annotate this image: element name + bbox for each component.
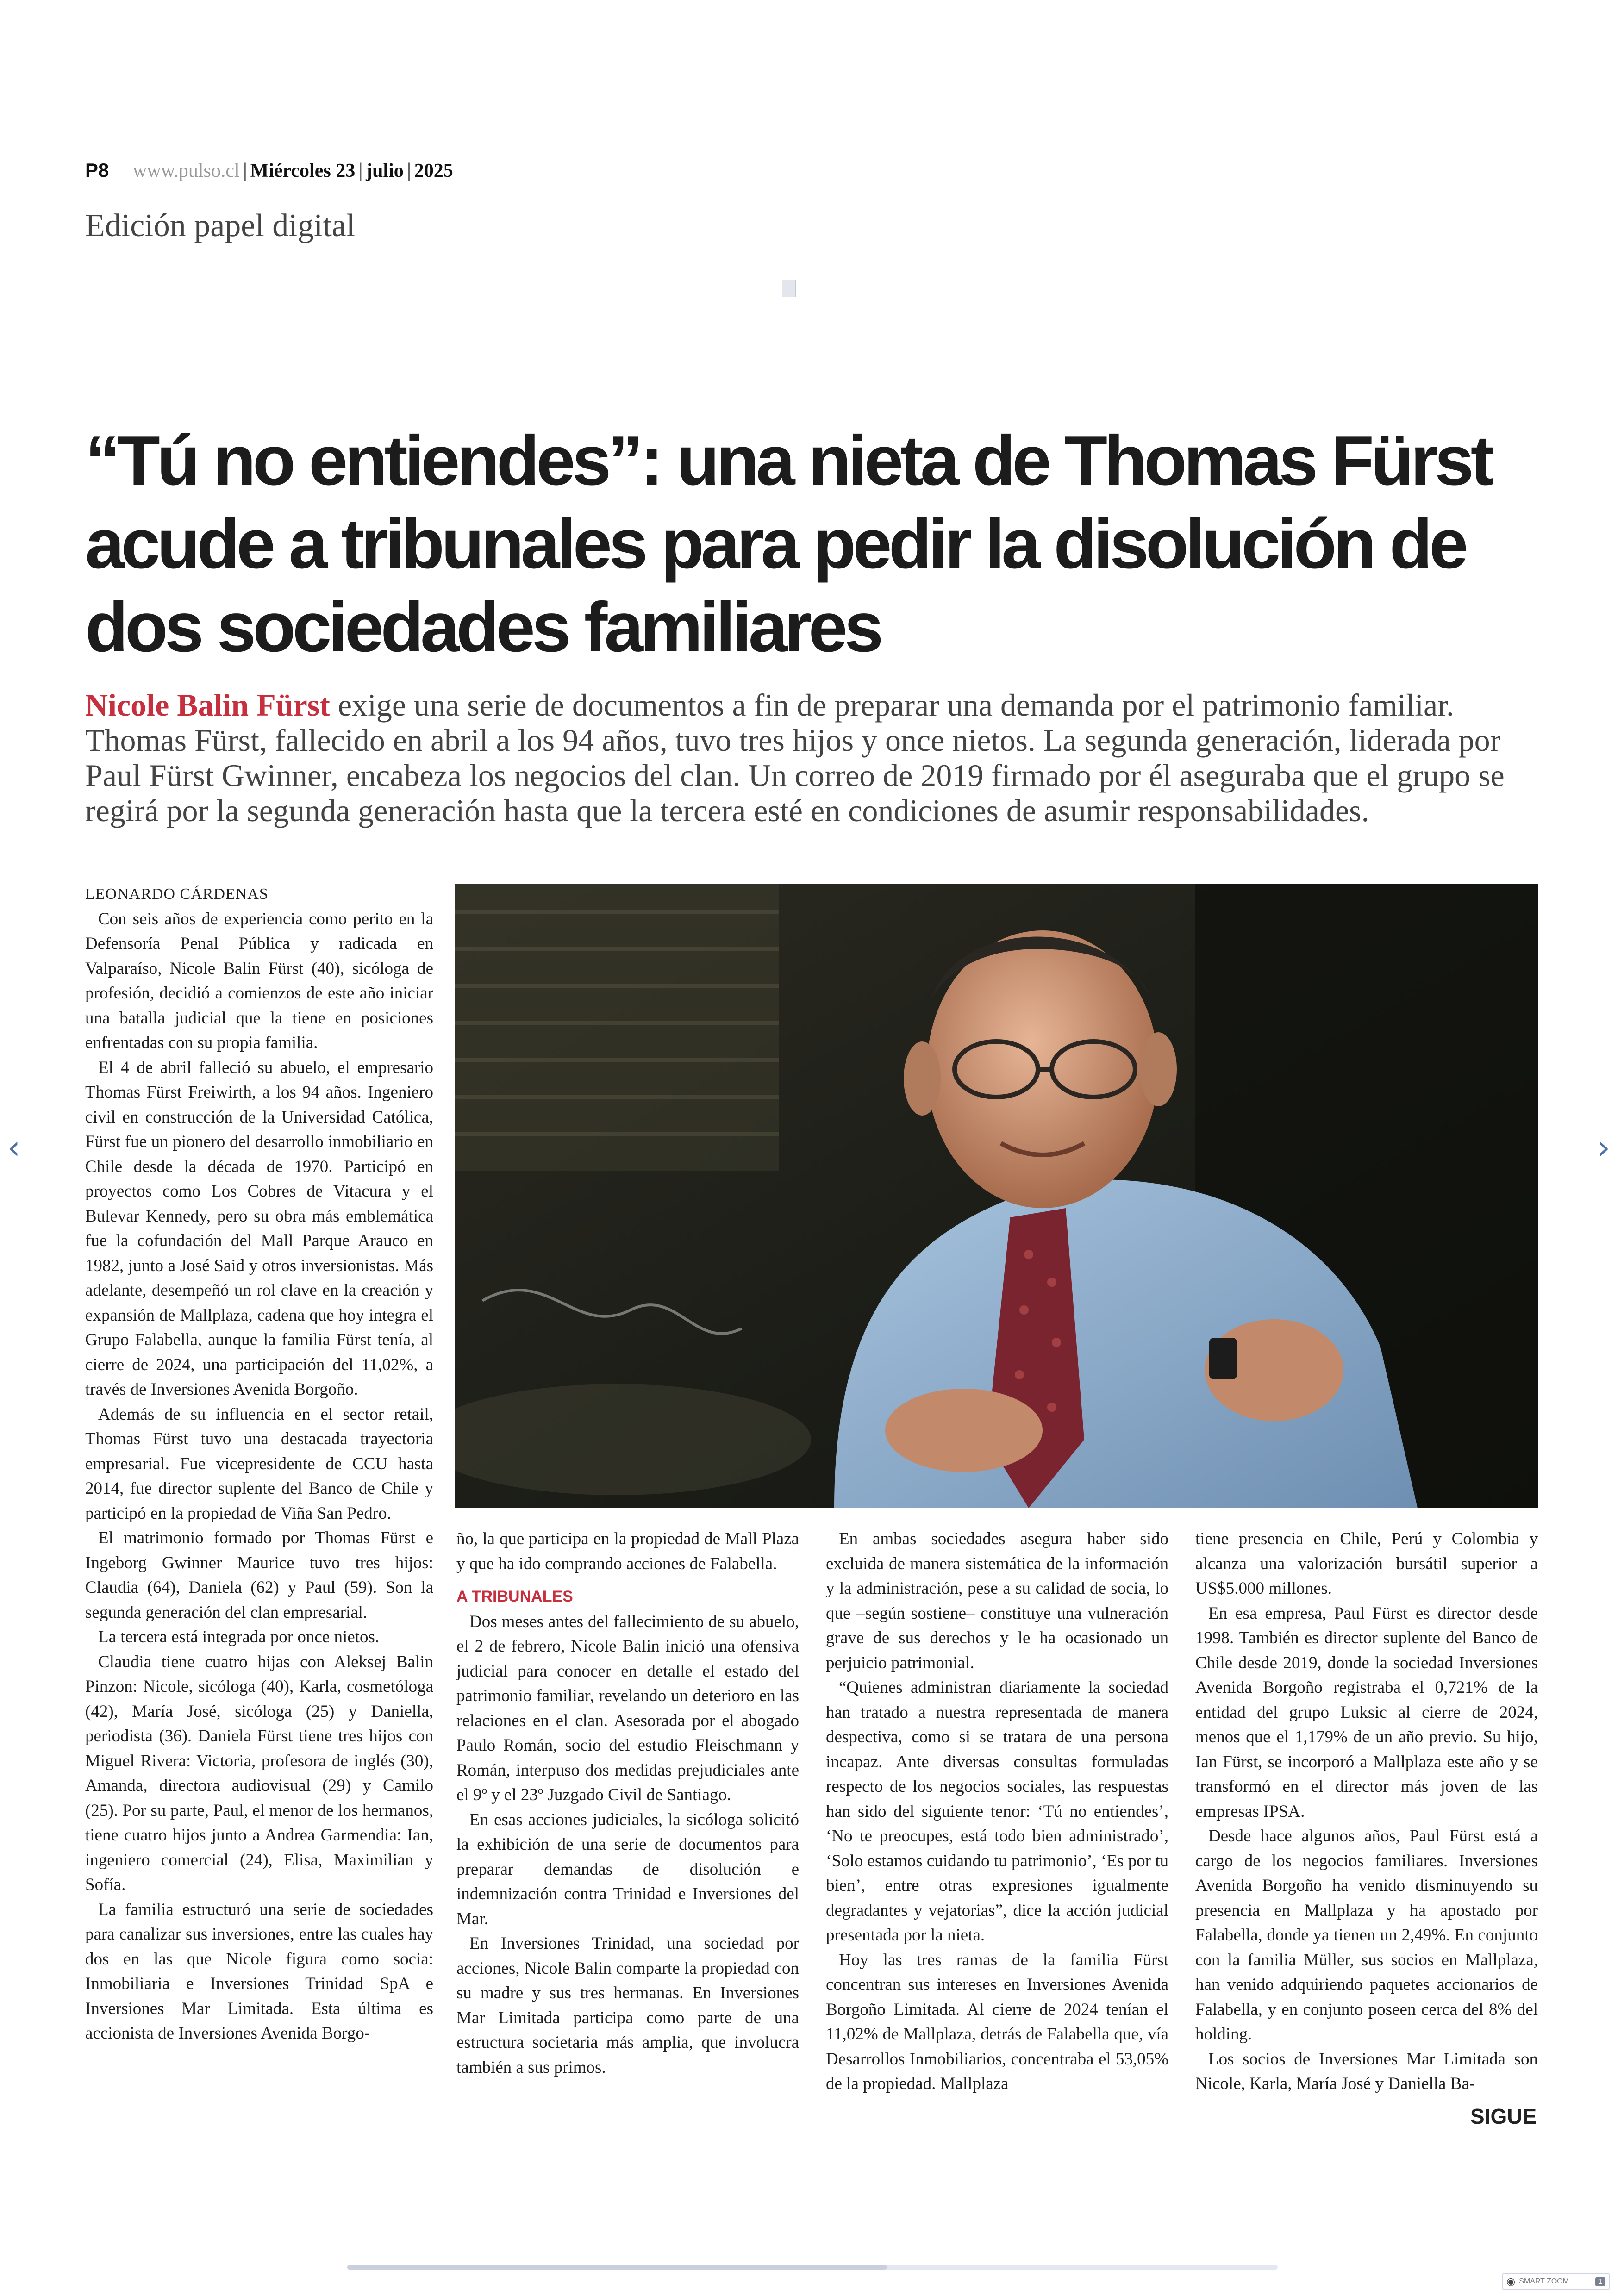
site-url: www.pulso.cl	[133, 160, 240, 181]
paragraph: “Quienes administran diariamente la sociedad han tratado a nuestra representada de manera despectiva, como si se tratara de una persona incapaz. Ante diversas consultas formuladas respecto de los negocios sociales, las respuestas han sido del siguiente tenor: ‘Tú no entiendes’, ‘No te preocupes, está todo bien administrado’, ‘Solo estamos cuidando tu patrimonio’, ‘Es por tu bien’, entre otras expresiones igualmente degradantes y vejatorias”, dice la acción judicial presentada por la nieta.	[826, 1678, 1168, 1945]
paragraph: En esas acciones judiciales, la sicóloga solicitó la exhibición de una serie de documentos para preparar demandas de disolución e indemnización contra Trinidad e Inversiones del Mar.	[456, 1810, 799, 1928]
paragraph: ño, la que participa en la propiedad de Mall Plaza y que ha ido comprando acciones de Falabella.	[456, 1529, 799, 1573]
page-marker-icon[interactable]	[782, 280, 796, 297]
smart-zoom-button[interactable]	[1502, 2273, 1610, 2290]
issue-month: julio	[366, 160, 404, 181]
smart-zoom-label: SMART ZOOM	[1519, 2277, 1569, 2285]
paragraph: El matrimonio formado por Thomas Fürst e Ingeborg Gwinner Maurice tuvo tres hijos: Claudia (64), Daniela (62) y Paul (59). Son la segunda generación del clan empresarial.	[85, 1528, 433, 1622]
scroll-progress-fill	[347, 2265, 887, 2270]
paragraph: Además de su influencia en el sector retail, Thomas Fürst tuvo una destacada trayectoria empresarial. Fue vicepresidente de CCU hasta 2014, fue director suplente del Banco de Chile y participó en la propiedad de Viña San Pedro.	[85, 1404, 433, 1523]
paragraph: En ambas sociedades asegura haber sido excluida de manera sistemática de la información y la administración, pese a su calidad de socia, lo que –según sostiene– constituye una vulneración grave de sus derechos y le ha ocasionado un perjuicio patrimonial.	[826, 1529, 1168, 1672]
folio-separator: |	[358, 159, 363, 181]
scroll-progress-bar[interactable]	[347, 2265, 1278, 2270]
paragraph: Dos meses antes del fallecimiento de su abuelo, el 2 de febrero, Nicole Balin inició una ofensiva judicial para conocer en detalle el estado del patrimonio familiar, revelando un deterioro en las relaciones en el clan. Asesorada por el abogado Paulo Román, socio del estudio Fleischmann y Román, interpuso dos medidas prejudiciales ante el 9º y el 23º Juzgado Civil de Santiago.	[456, 1612, 799, 1804]
folio-separator: |	[406, 159, 412, 181]
paragraph: Los socios de Inversiones Mar Limitada son Nicole, Karla, María José y Daniella Ba-	[1195, 2049, 1538, 2093]
page-indicator: 1	[1595, 2277, 1605, 2286]
article-column-3	[826, 1527, 1168, 2096]
folio-separator: |	[242, 159, 248, 181]
page-folio	[85, 159, 453, 182]
paragraph: En Inversiones Trinidad, una sociedad por acciones, Nicole Balin comparte la propiedad con su madre y sus tres hermanas. En Inversiones Mar Limitada participa como parte de una estructura societaria más amplia, que involucra también a sus primos.	[456, 1934, 799, 2077]
paragraph: Con seis años de experiencia como perito en la Defensoría Penal Pública y radicada en Valparaíso, Nicole Balin Fürst (40), sicóloga de profesión, decidió a comienzos de este año iniciar una batalla judicial que la tiene en posiciones enfrentadas con su propia familia.	[85, 909, 433, 1052]
paragraph: La tercera está integrada por once nietos.	[98, 1628, 380, 1646]
article-headline: “Tú no entiendes”: una nieta de Thomas Fürst acude a tribunales para pedir la disolución de dos sociedades familiares	[85, 421, 1491, 667]
article-column-4	[1195, 1527, 1538, 2096]
paragraph: Desde hace algunos años, Paul Fürst está a cargo de los negocios familiares. Inversiones Avenida Borgoño ha venido disminuyendo su presencia en Mallplaza y ha apostado por Falabella, donde ya tienen un 2,49%. En conjunto con la familia Müller, sus socios en Mallplaza, han venido adquiriendo paquetes accionarios de Falabella, y en conjunto poseen cerca del 8% del holding.	[1195, 1827, 1538, 2044]
paragraph: Claudia tiene cuatro hijas con Aleksej Balin Pinzon: Nicole, sicóloga (40), Karla, cosmetóloga (42), María José, sicóloga (25) y Daniella, periodista (36). Daniela Fürst tiene tres hijos con Miguel Rivera: Victoria, profesora de inglés (30), Amanda, directora audiovisual (29) y Camilo (25). Por su parte, Paul, el menor de los hermanos, tiene cuatro hijos junto a Andrea Garmendia: Ian, ingeniero comercial (24), Elisa, Maximilian y Sofía.	[85, 1652, 433, 1894]
chevron-left-icon[interactable]: ‹	[7, 1129, 20, 1166]
paragraph: La familia estructuró una serie de sociedades para canalizar sus inversiones, entre las cuales hay dos en las que Nicole figura como socia: Inmobiliaria e Inversiones Trinidad SpA e Inversiones Mar Limitada. Esta última es accionista de Inversiones Avenida Borgo-	[85, 1900, 433, 2043]
byline: LEONARDO CÁRDENAS	[85, 886, 269, 903]
issue-weekday: Miércoles 23	[250, 160, 356, 181]
portrait-illustration	[455, 884, 1538, 1508]
paragraph: En esa empresa, Paul Fürst es director desde 1998. También es director suplente del Banco de Chile desde 2019, donde la sociedad Inversiones Avenida Borgoño registraba el 0,721% de la entidad del grupo Luksic al cierre de 2024, menos que el 1,179% de un año previo. Su hijo, Ian Fürst, se incorporó a Mallplaza este año y se transformó en el director más joven de las empresas IPSA.	[1195, 1603, 1538, 1821]
article-deck	[85, 687, 1557, 828]
continues-label: SIGUE	[1470, 2104, 1537, 2128]
deck-highlight-name: Nicole Balin Fürst	[85, 687, 330, 723]
article-column-2	[456, 1527, 799, 2080]
article-photo	[455, 884, 1538, 1508]
article-column-1	[85, 882, 433, 2046]
edition-label: Edición papel digital	[85, 208, 356, 243]
deck-text: exige una serie de documentos a fin de preparar una demanda por el patrimonio familiar. Thomas Fürst, fallecido en abril a los 94 años, tuvo tres hijos y once nietos. La segunda generación, liderada por Paul Fürst Gwinner, encabeza los negocios del clan. Un correo de 2019 firmado por él aseguraba que el grupo se regirá por la segunda generación hasta que la tercera esté en condiciones de asumir responsabilidades.	[85, 687, 1505, 828]
issue-year: 2025	[414, 160, 453, 181]
paragraph: tiene presencia en Chile, Perú y Colombia y alcanza una valorización bursátil superior a US$5.000 millones.	[1195, 1529, 1538, 1598]
paragraph: Hoy las tres ramas de la familia Fürst concentran sus intereses en Inversiones Avenida Borgoño Limitada. Al cierre de 2024 tenían el 11,02% de Mallplaza, detrás de Falabella que, vía Desarrollos Inmobiliarios, concentraba el 53,05% de la propiedad. Mallplaza	[826, 1950, 1168, 2093]
paragraph: El 4 de abril falleció su abuelo, el empresario Thomas Fürst Freiwirth, a los 94 años. Ingeniero civil en construcción de la Universidad Católica, Fürst fue un pionero del desarrollo inmobiliario en Chile desde la década de 1970. Participó en proyectos como Los Cobres de Vitacura y el Bulevar Kennedy, pero su obra más emblemática fue la cofundación del Mall Parque Arauco en 1982, junto a José Said y otros inversionistas. Más adelante, desempeñó un rol clave en la creación y expansión de Mallplaza, cadena que hoy integra el Grupo Falabella, aunque la familia Fürst tenía, al cierre de 2024, una participación del 11,02%, a través de Inversiones Avenida Borgoño.	[85, 1058, 433, 1399]
section-subhead: A TRIBUNALES	[456, 1588, 573, 1605]
eye-icon: ◉	[1506, 2276, 1516, 2288]
chevron-right-icon[interactable]: ›	[1597, 1129, 1610, 1166]
page-number: P8	[85, 159, 109, 181]
